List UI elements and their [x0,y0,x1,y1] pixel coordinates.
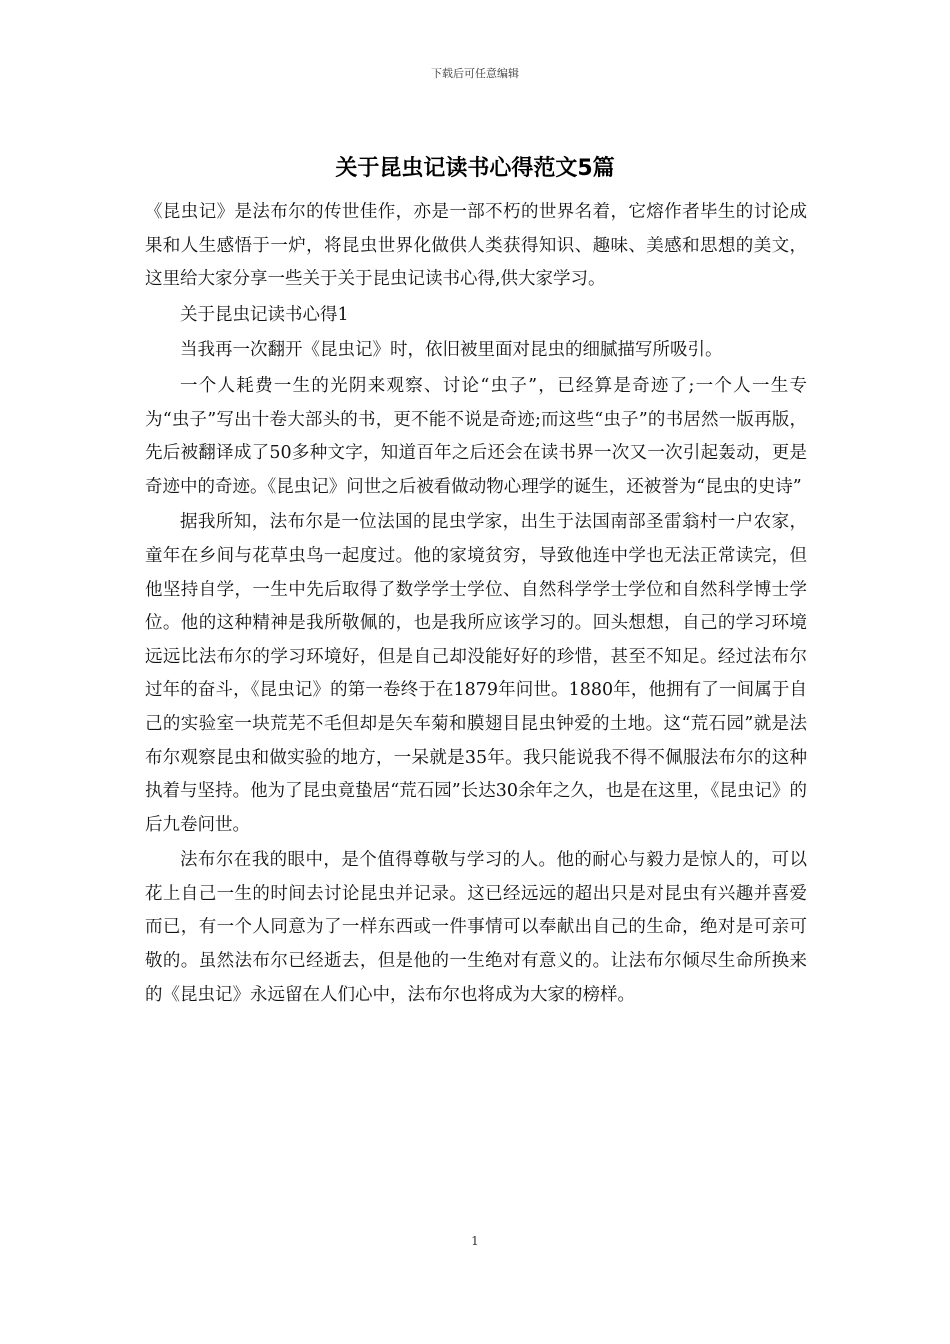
intro-paragraph: 《昆虫记》是法布尔的传世佳作，亦是一部不朽的世界名着，它熔作者毕生的讨论成果和人生感悟于一炉，将昆虫世界化做供人类获得知识、趣味、美感和思想的美文，这里给大家分享一些关于关于昆虫记读书心得,供大家学习。 [145,202,807,290]
body-paragraph: 据我所知，法布尔是一位法国的昆虫学家，出生于法国南部圣雷翁村一户农家，童年在乡间与花草虫鸟一起度过。他的家境贫穷，导致他连中学也无法正常读完，但他坚持自学，一生中先后取得了数学学士学位、自然科学学士学位和自然科学博士学位。他的这种精神是我所敬佩的，也是我所应该学习的。回头想想，自己的学习环境远远比法布尔的学习环境好，但是自己却没能好好的珍惜，甚至不知足。经过法布尔过年的奋斗，《昆虫记》的第一卷终于在1879年问世。1880年，他拥有了一间属于自己的实验室一块荒芜不毛但却是矢车菊和膜翅目昆虫钟爱的土地。这“荒石园”就是法布尔观察昆虫和做实验的地方，一呆就是35年。我只能说我不得不佩服法布尔的这种执着与坚持。他为了昆虫竟蛰居“荒石园”长达30余年之久，也是在这里，《昆虫记》的后九卷问世。 [145,512,807,835]
section-heading: 关于昆虫记读书心得1 [180,304,349,325]
body-paragraph: 法布尔在我的眼中，是个值得尊敬与学习的人。他的耐心与毅力是惊人的，可以花上自己一生的时间去讨论昆虫并记录。这已经远远的超出只是对昆虫有兴趣并喜爱而已，有一个人同意为了一样东西或一件事情可以奉献出自己的生命，绝对是可亲可敬的。虽然法布尔已经逝去，但是他的一生绝对有意义的。让法布尔倾尽生命所换来的《昆虫记》永远留在人们心中，法布尔也将成为大家的榜样。 [145,850,807,1005]
page-number: 1 [471,1234,479,1248]
document-body [145,196,807,1012]
body-paragraph: 一个人耗费一生的光阴来观察、讨论“虫子”，已经算是奇迹了;一个人一生专为“虫子”写出十卷大部头的书，更不能不说是奇迹;而这些“虫子”的书居然一版再版，先后被翻译成了50多种文字，知道百年之后还会在读书界一次又一次引起轰动，更是奇迹中的奇迹。《昆虫记》问世之后被看做动物心理学的诞生，还被誉为“昆虫的史诗” [145,375,807,497]
document-title: 关于昆虫记读书心得范文5篇 [335,156,615,181]
header-note: 下载后可任意编辑 [431,67,519,80]
body-paragraph: 当我再一次翻开《昆虫记》时，依旧被里面对昆虫的细腻描写所吸引。 [180,340,723,361]
